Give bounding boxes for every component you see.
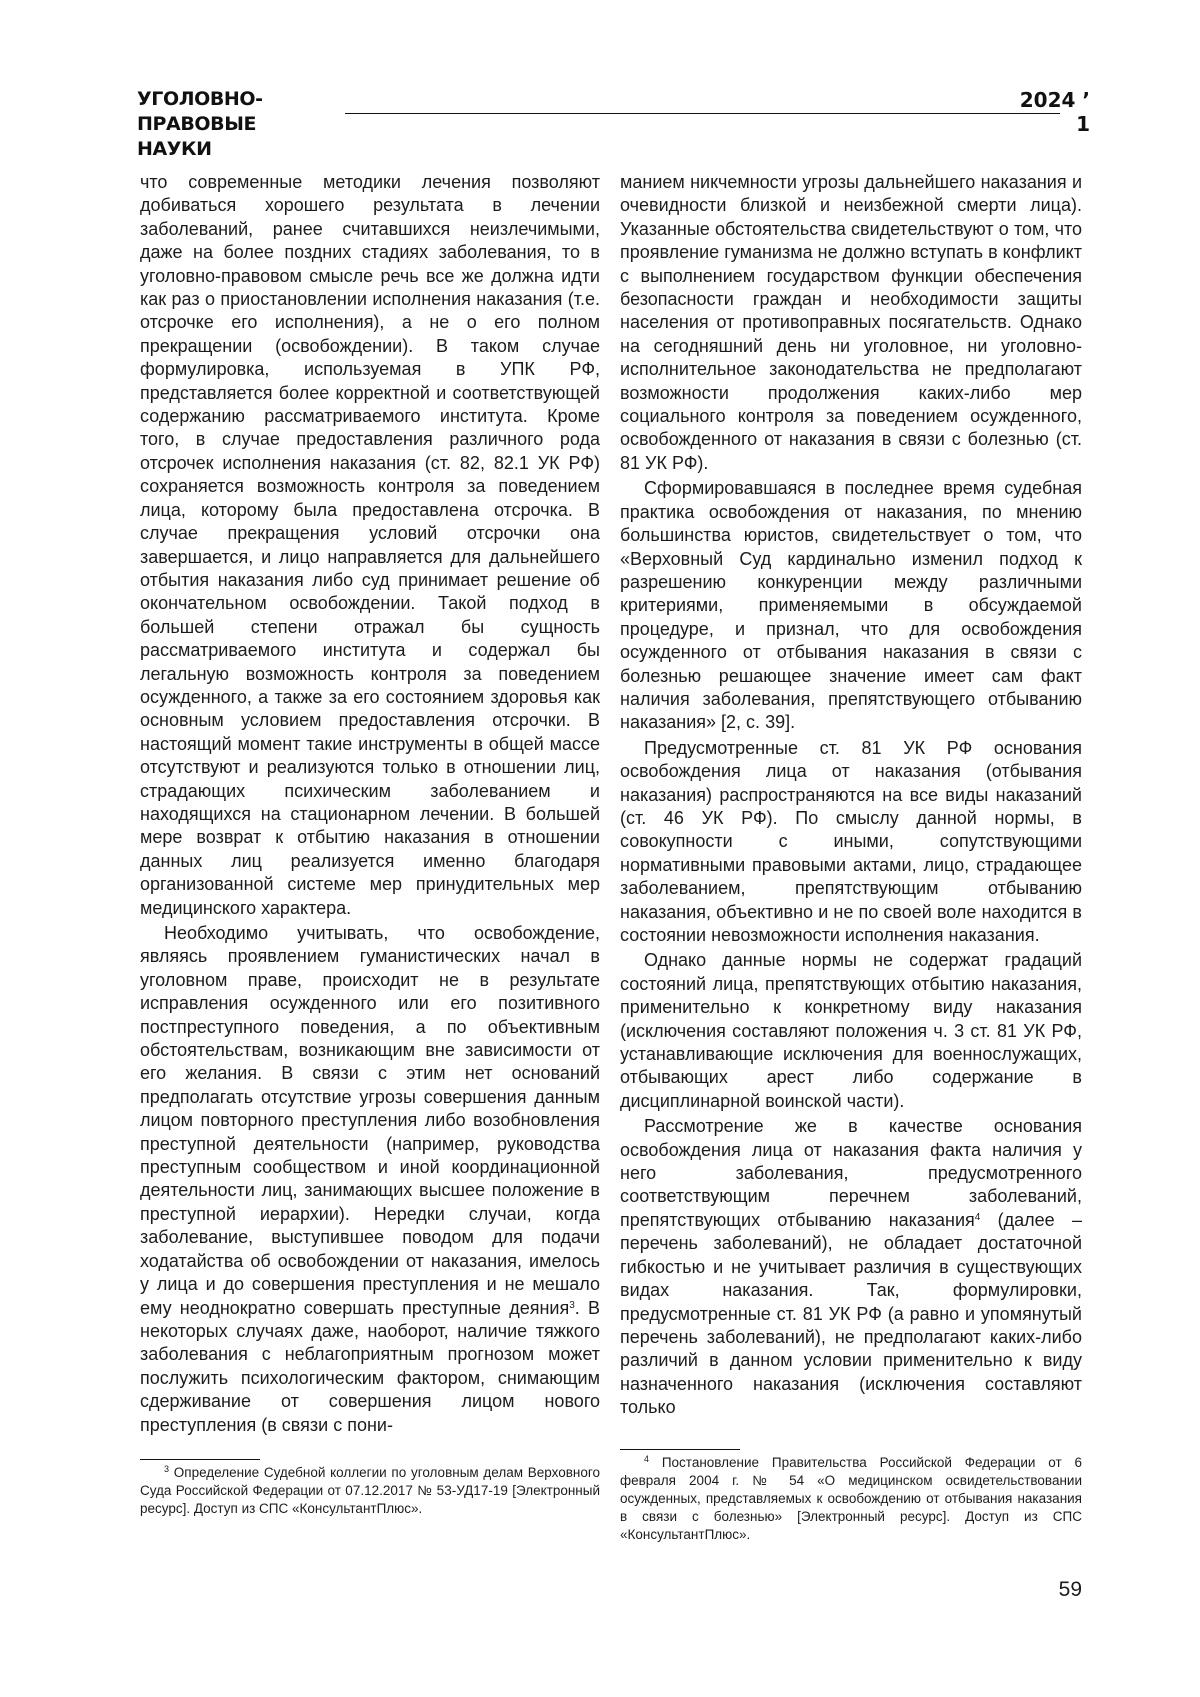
footnote-text: Постановление Правительства Российской Федерации от 6 февраля 2004 г. № 54 «О медицинском освидетельствовании осужденных, представляемых к освобождению от отбывания наказания в связи с болезнью» [Электронный ресурс]. Доступ из СПС «КонсультантПлюс». [620,1455,1082,1542]
footnote-number: 3 [164,1464,170,1474]
section-title-line1: УГОЛОВНО-ПРАВОВЫЕ [137,88,263,135]
footnote-4 [620,1454,1082,1544]
paragraph: манием никчемности угрозы дальнейшего наказания и очевидности близкой и неизбежной смерти лица). Указанные обстоятельства свидетельствуют о том, что проявление гуманизма не должно вступать в конфликт с выполнением государством функции обеспечения безопасности граждан и необходимости защиты населения от противоправных посягательств. Однако на сегодняшний день ни уголовное, ни уголовно-исполнительное законодательства не предполагают возможности продолжения каких-либо мер социального контроля за поведением осужденного, освобожденного от наказания в связи с болезнью (ст. 81 УК РФ). [620,172,1082,473]
footnote-text: Определение Судебной коллегии по уголовным делам Верховного Суда Российской Федерации от 07.12.2017 № 53-УД17-19 [Электронный ресурс]. Доступ из СПС «КонсультантПлюс». [140,1465,600,1516]
paragraph: Однако данные нормы не содержат градаций состояний лица, препятствующих отбытию наказания, применительно к конкретному виду наказания (исключения составляют положения ч. 3 ст. 81 УК РФ, устанавливающие исключения для военнослужащих, отбывающих арест либо содержание в дисциплинарной воинской части). [620,950,1082,1111]
right-column [620,171,1082,1420]
running-header-section [137,87,357,162]
footnote-ref-4[interactable]: 4 [974,1211,981,1223]
footnote-rule [140,1459,260,1460]
section-title-line2: НАУКИ [137,138,212,160]
footnote-ref-3[interactable]: 3 [569,1299,575,1311]
paragraph-text: . В некоторых случаях даже, наоборот, наличие тяжкого заболевания с неблагоприятным прогнозом может послужить психологическим фактором, снимающим сдерживание от совершения лицом нового преступления (в связи с пони- [140,1297,601,1435]
footnote-3 [140,1464,600,1518]
left-column [140,171,600,1437]
issue-number: 2024 ’ 1 [1019,88,1090,136]
footnote-number: 4 [644,1454,650,1464]
paragraph-text: Необходимо учитывать, что освобождение, являясь проявлением гуманистических начал в уголовном праве, происходит не в результате исправления осужденного или его позитивного постпреступного поведения, а по объективным обстоятельствам, возникающим вне зависимости от его желания. В связи с этим нет оснований предполагать отсутствие угрозы совершения данным лицом повторного преступления либо возобновления преступной деятельности (например, руководства преступным сообществом и иной координационной деятельности лиц, занимающих высшее положение в преступной иерархии). Нередки случаи, когда заболевание, выступившее поводом для подачи ходатайства об освобождении от наказания, имелось у лица и до совершения преступления и не мешало ему неоднократно совершать преступные деяния [140,923,600,1318]
paragraph-text: Рассмотрение же в качестве основания освобождения лица от наказания факта наличия у него заболевания, предусмотренного соответствующим перечнем заболеваний, препятствующих отбыванию наказания [620,1116,1082,1230]
paragraph [620,1115,1082,1419]
paragraph [140,922,600,1437]
footnote-rule [620,1449,740,1450]
paragraph-text: (далее – перечень заболеваний), не обладает достаточной гибкостью и не учитывает различия в существующих видах наказания. Так, формулировки, предусмотренные ст. 81 УК РФ (а равно и упомянутый перечень заболеваний), не предполагают каких-либо различий в данном условии применительно к виду назначенного наказания (исключения составляют только [620,1209,1083,1418]
paragraph: что современные методики лечения позволяют добиваться хорошего результата в лечении заболеваний, ранее считавшихся неизлечимыми, даже на более поздних стадиях заболевания, то в уголовно-правовом смысле речь все же должна идти как раз о приостановлении исполнения наказания (т.е. отсрочке его исполнения), а не о его полном прекращении (освобождении). В таком случае формулировка, используемая в УПК РФ, представляется более корректной и соответствующей содержанию рассматриваемого института. Кроме того, в случае предоставления различного рода отсрочек исполнения наказания (ст. 82, 82.1 УК РФ) сохраняется возможность контроля за поведением лица, которому была предоставлена отсрочка. В случае прекращения условий отсрочки она завершается, и лицо направляется для дальнейшего отбытия наказания либо суд принимает решение об окончательном освобождении. Такой подход в большей степени отражал бы сущность рассматриваемого института и содержал бы легальную возможность контроля за поведением осужденного, а также за его состоянием здоровья как основным условием предоставления отсрочки. В настоящий момент такие инструменты в общей массе отсутствуют и реализуются только в отношении лиц, страдающих психическим заболеванием и находящихся на стационарном лечении. В большей мере возврат к отбытию наказания в отношении данных лиц реализуется именно благодаря организованной системе мер принудительных мер медицинского характера. [140,172,600,918]
page-number: 59 [1058,1578,1082,1601]
header-rule [345,113,1060,114]
paragraph: Сформировавшаяся в последнее время судебная практика освобождения от наказания, по мнению большинства юристов, свидетельствует о том, что «Верховный Суд кардинально изменил подход к разрешению конкуренции между различными критериями, применяемыми в обсуждаемой процедуре, и признал, что для освобождения осужденного от отбывания наказания в связи с болезнью решающее значение имеет сам факт наличия заболевания, препятствующего отбыванию наказания» [2, с. 39]. [620,478,1082,733]
paragraph: Предусмотренные ст. 81 УК РФ основания освобождения лица от наказания (отбывания наказания) распространяются на все виды наказаний (ст. 46 УК РФ). По смыслу данной нормы, в совокупности с иными, сопутствующими нормативными правовыми актами, лицо, страдающее заболеванием, препятствующим отбыванию наказания, объективно и не по своей воле находится в состоянии невозможности исполнения наказания. [620,737,1082,945]
